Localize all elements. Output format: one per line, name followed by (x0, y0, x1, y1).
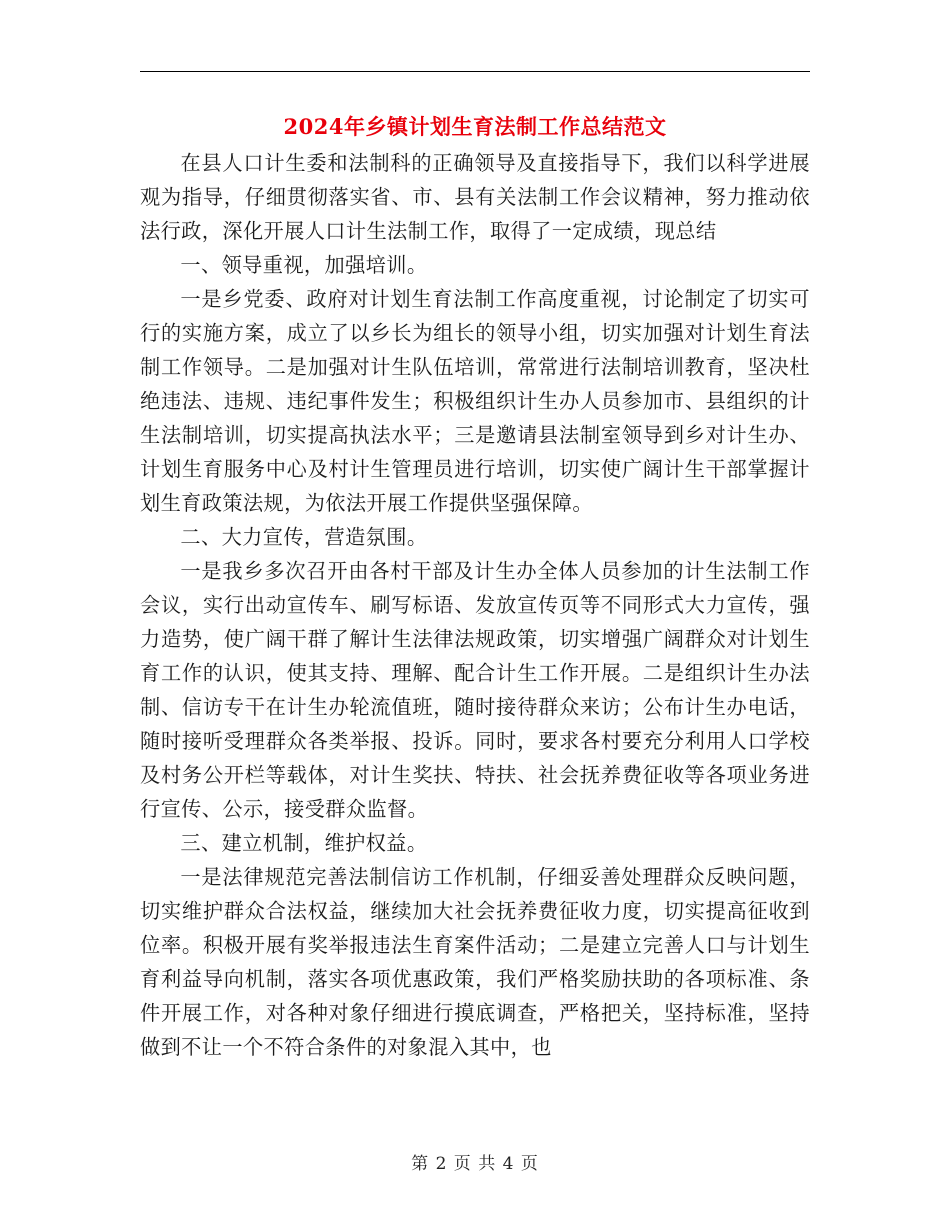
document-title: 2024年乡镇计划生育法制工作总结范文 (283, 114, 667, 139)
section-heading-3: 三、建立机制，维护权益。 (180, 831, 428, 855)
document-body (140, 146, 810, 1064)
header-rule (140, 71, 810, 72)
section-heading-2: 二、大力宣传，营造氛围。 (180, 525, 428, 549)
section-heading-1: 一、领导重视，加强培训。 (180, 253, 428, 277)
paragraph-section-1: 一是乡党委、政府对计划生育法制工作高度重视，讨论制定了切实可行的实施方案，成立了以乡长为组长的领导小组，切实加强对计划生育法制工作领导。二是加强对计生队伍培训，常常进行法制培训教育，坚决杜绝违法、违规、违纪事件发生；积极组织计生办人员参加市、县组织的计生法制培训，切实提高执法水平；三是邀请县法制室领导到乡对计生办、计划生育服务中心及村计生管理员进行培训，切实使广阔计生干部掌握计划生育政策法规，为依法开展工作提供坚强保障。 (140, 287, 810, 515)
paragraph-intro: 在县人口计生委和法制科的正确领导及直接指导下，我们以科学进展观为指导，仔细贯彻落实省、市、县有关法制工作会议精神，努力推动依法行政，深化开展人口计生法制工作，取得了一定成绩，现总结 (140, 151, 810, 243)
page-number: 第 2 页 共 4 页 (411, 1154, 539, 1174)
paragraph-section-3: 一是法律规范完善法制信访工作机制，仔细妥善处理群众反映问题，切实维护群众合法权益，继续加大社会抚养费征收力度，切实提高征收到位率。积极开展有奖举报违法生育案件活动；二是建立完善人口与计划生育利益导向机制，落实各项优惠政策，我们严格奖励扶助的各项标准、条件开展工作，对各种对象仔细进行摸底调查，严格把关，坚持标准，坚持做到不让一个不符合条件的对象混入其中，也 (140, 865, 810, 1059)
paragraph-section-2: 一是我乡多次召开由各村干部及计生办全体人员参加的计生法制工作会议，实行出动宣传车、刷写标语、发放宣传页等不同形式大力宣传，强力造势，使广阔干群了解计生法律法规政策，切实增强广阔群众对计划生育工作的认识，使其支持、理解、配合计生工作开展。二是组织计生办法制、信访专干在计生办轮流值班，随时接待群众来访；公布计生办电话，随时接听受理群众各类举报、投诉。同时，要求各村要充分利用人口学校及村务公开栏等载体，对计生奖扶、特扶、社会抚养费征收等各项业务进行宣传、公示，接受群众监督。 (140, 559, 810, 821)
